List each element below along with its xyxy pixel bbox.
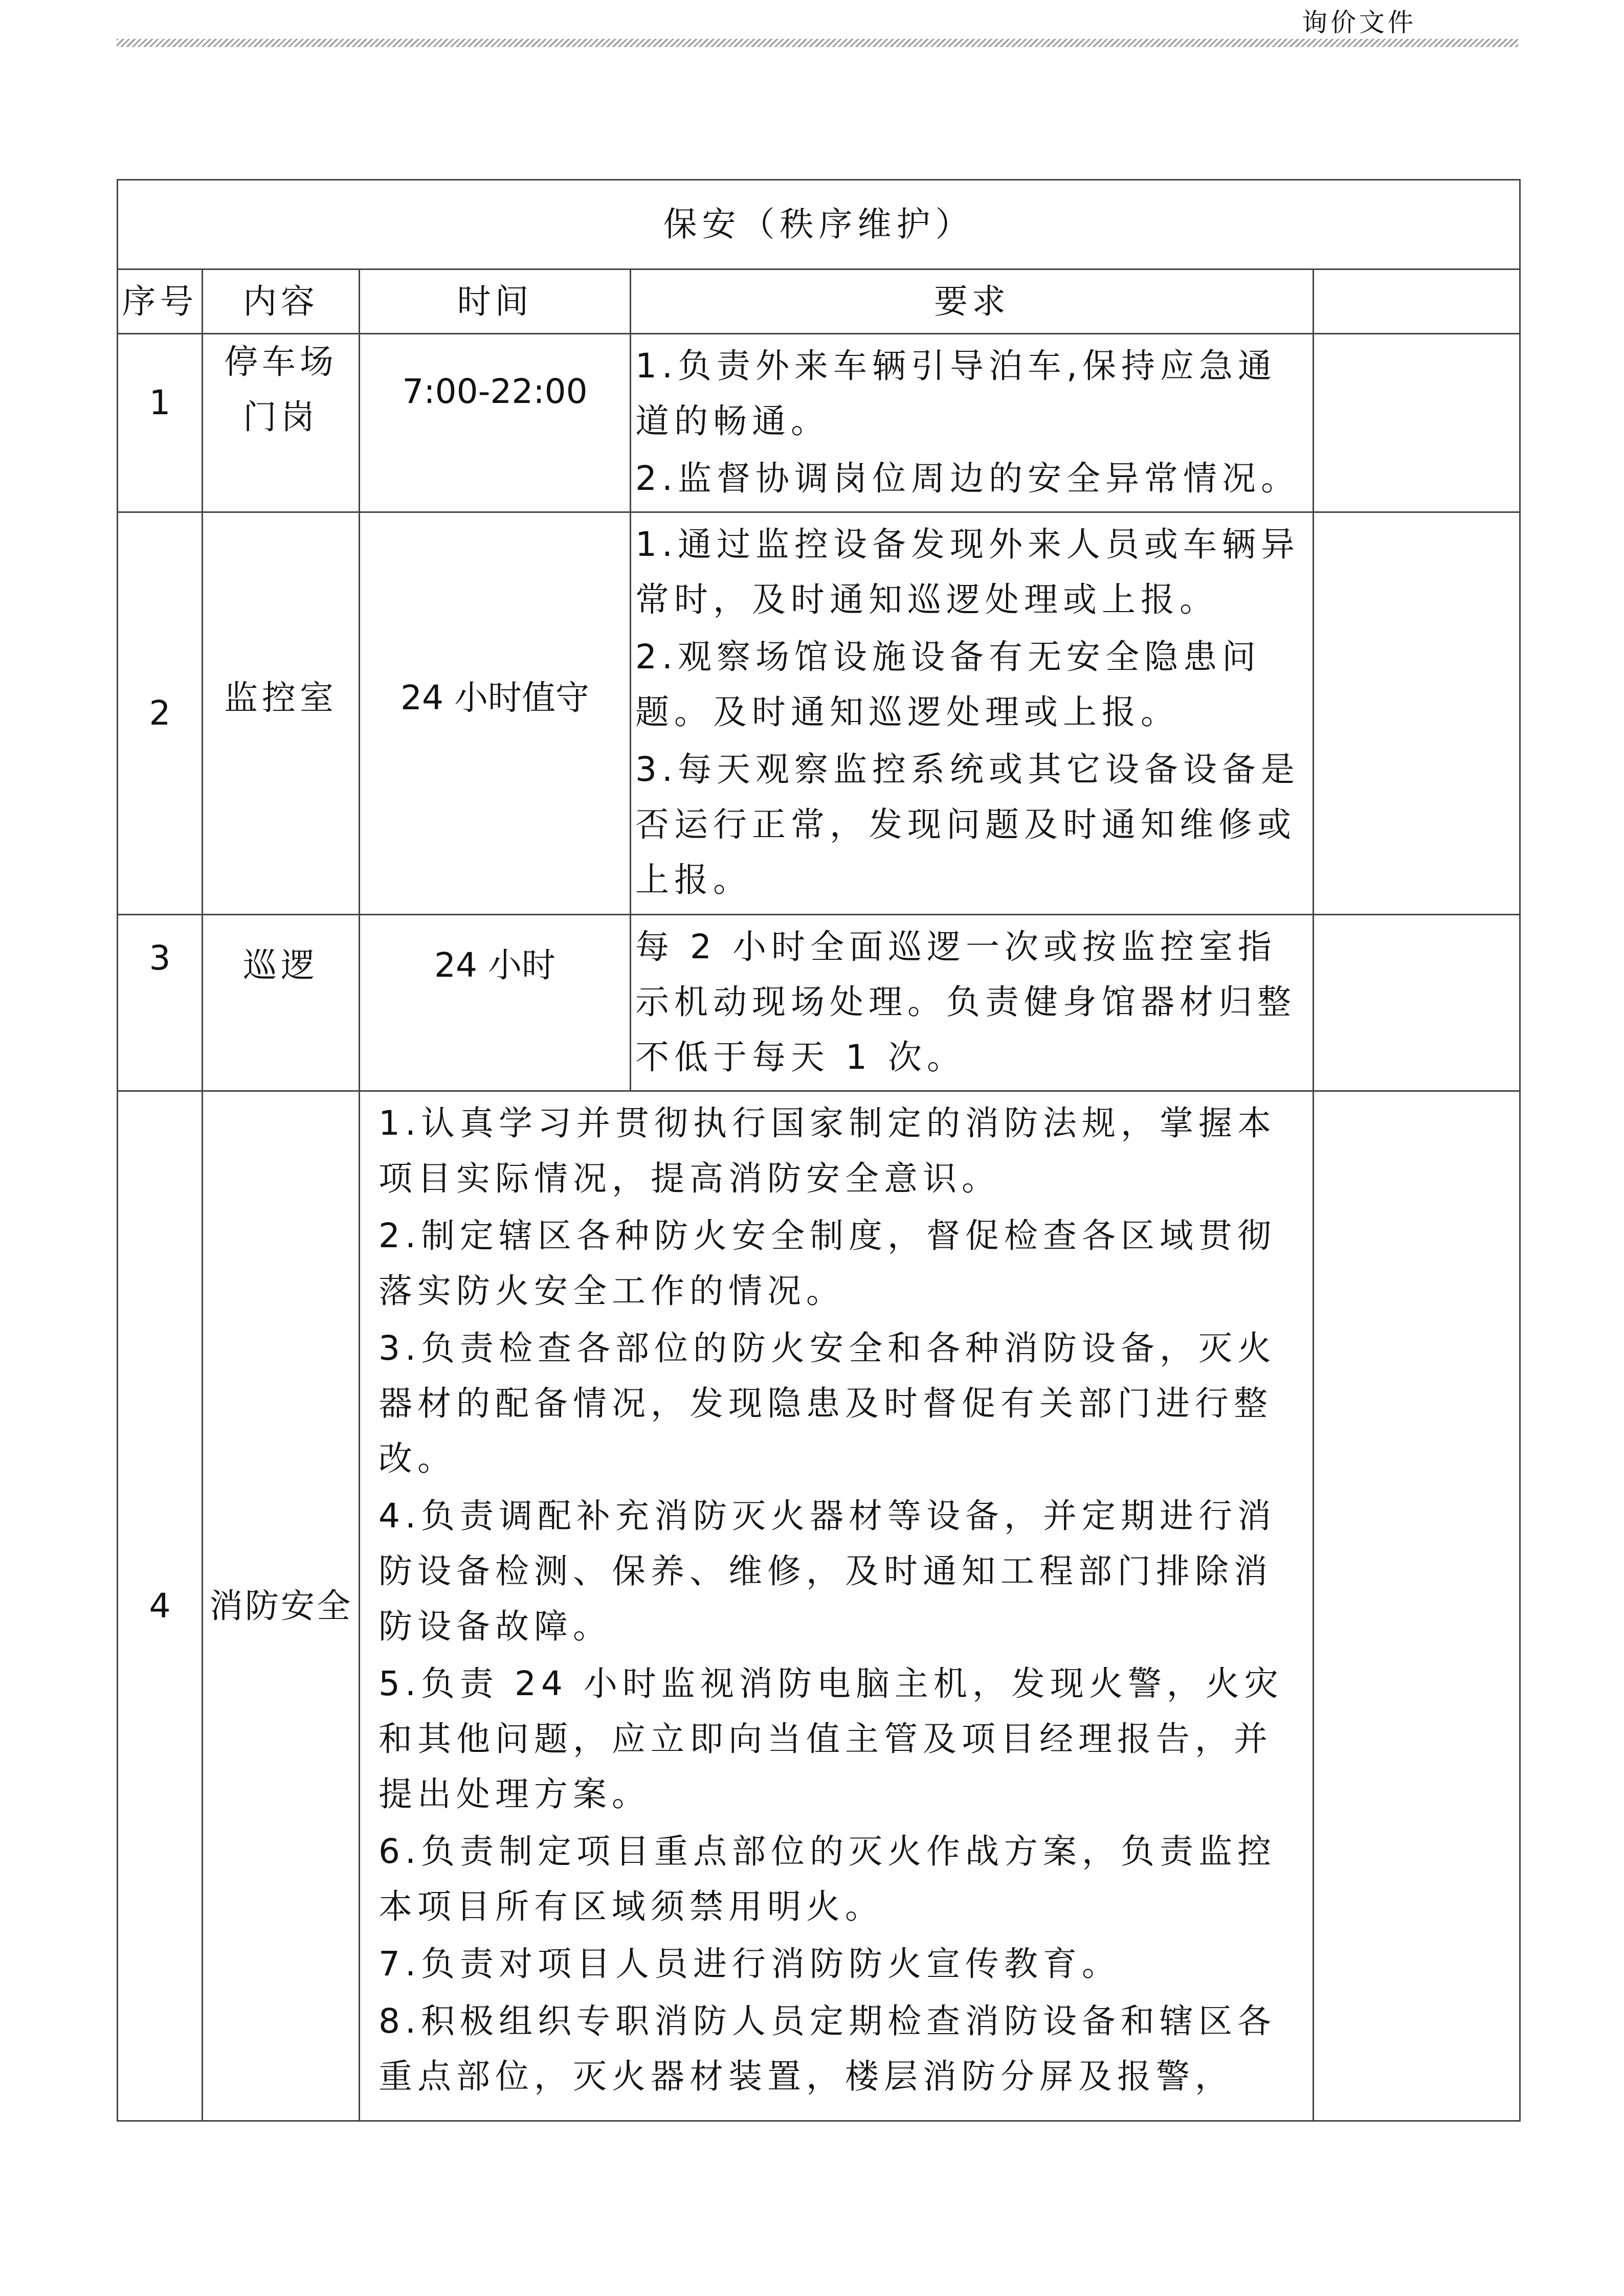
column-header-blank [1314, 269, 1520, 334]
column-header-requirements: 要求 [631, 269, 1314, 334]
row-blank-cell [1314, 915, 1520, 1091]
table-row [118, 512, 1520, 915]
table-header-row [118, 269, 1520, 334]
column-header-number: 序号 [118, 269, 203, 334]
requirement-item: 8.积极组织专职消防人员定期检查消防设备和辖区各重点部位，灭火器材装置，楼层消防分屏及报警， [379, 2001, 1276, 2096]
requirement-item: 2.制定辖区各种防火安全制度，督促检查各区域贯彻落实防火安全工作的情况。 [379, 1216, 1276, 1311]
row-blank-cell [1314, 1091, 1520, 2121]
row-number: 3 [118, 915, 203, 1091]
table-row [118, 334, 1520, 512]
requirement-item: 6.负责制定项目重点部位的灭火作战方案，负责监控本项目所有区域须禁用明火。 [379, 1832, 1276, 1926]
requirement-item: 5.负责 24 小时监视消防电脑主机，发现火警，火灾和其他问题，应立即向当值主管及项目经理报告，并提出处理方案。 [379, 1664, 1283, 1814]
row-content: 巡逻 [203, 915, 360, 1091]
table-row [118, 915, 1520, 1091]
row-blank-cell [1314, 334, 1520, 512]
row-content: 停车场门岗 [203, 334, 360, 512]
requirement-item: 每 2 小时全面巡逻一次或按监控室指示机动现场处理。负责健身馆器材归整不低于每天 1 次。 [635, 927, 1296, 1077]
requirement-item: 3.每天观察监控系统或其它设备设备是否运行正常，发现问题及时通知维修或上报。 [635, 750, 1300, 899]
table-row [118, 1091, 1520, 2121]
document-header-label: 询价文件 [1302, 8, 1416, 37]
row-content: 监控室 [203, 512, 360, 915]
row-time: 24 小时值守 [360, 512, 631, 915]
column-header-content: 内容 [203, 269, 360, 334]
table-title: 保安（秩序维护） [118, 180, 1520, 269]
requirement-item: 1.负责外来车辆引导泊车,保持应急通道的畅通。 [635, 346, 1277, 441]
row-requirements [631, 512, 1314, 915]
row-content: 消防安全 [203, 1091, 360, 2121]
row-blank-cell [1314, 512, 1520, 915]
requirement-item: 3.负责检查各部位的防火安全和各种消防设备，灭火器材的配备情况，发现隐患及时督促有关部门进行整改。 [379, 1329, 1276, 1478]
row-time: 7:00-22:00 [360, 334, 631, 512]
table-title-row [118, 180, 1520, 269]
requirement-item: 2.观察场馆设施设备有无安全隐患问题。及时通知巡逻处理或上报。 [635, 637, 1261, 732]
row-number: 4 [118, 1091, 203, 2121]
row-time: 24 小时 [360, 915, 631, 1091]
requirement-item: 2.监督协调岗位周边的安全异常情况。 [635, 459, 1300, 498]
requirement-item: 4.负责调配补充消防灭火器材等设备，并定期进行消防设备检测、保养、维修，及时通知工程部门排除消防设备故障。 [379, 1496, 1276, 1646]
row-number: 2 [118, 512, 203, 915]
requirement-item: 7.负责对项目人员进行消防防火宣传教育。 [379, 1944, 1121, 1984]
header-divider [117, 39, 1518, 47]
column-header-time: 时间 [360, 269, 631, 334]
row-number: 1 [118, 334, 203, 512]
row-requirements [631, 334, 1314, 512]
requirement-item: 1.认真学习并贯彻执行国家制定的消防法规，掌握本项目实际情况，提高消防安全意识。 [379, 1104, 1276, 1198]
row-requirements [360, 1091, 1314, 2121]
requirement-item: 1.通过监控设备发现外来人员或车辆异常时，及时通知巡逻处理或上报。 [635, 525, 1300, 619]
security-duty-table [117, 179, 1521, 2122]
row-requirements [631, 915, 1314, 1091]
